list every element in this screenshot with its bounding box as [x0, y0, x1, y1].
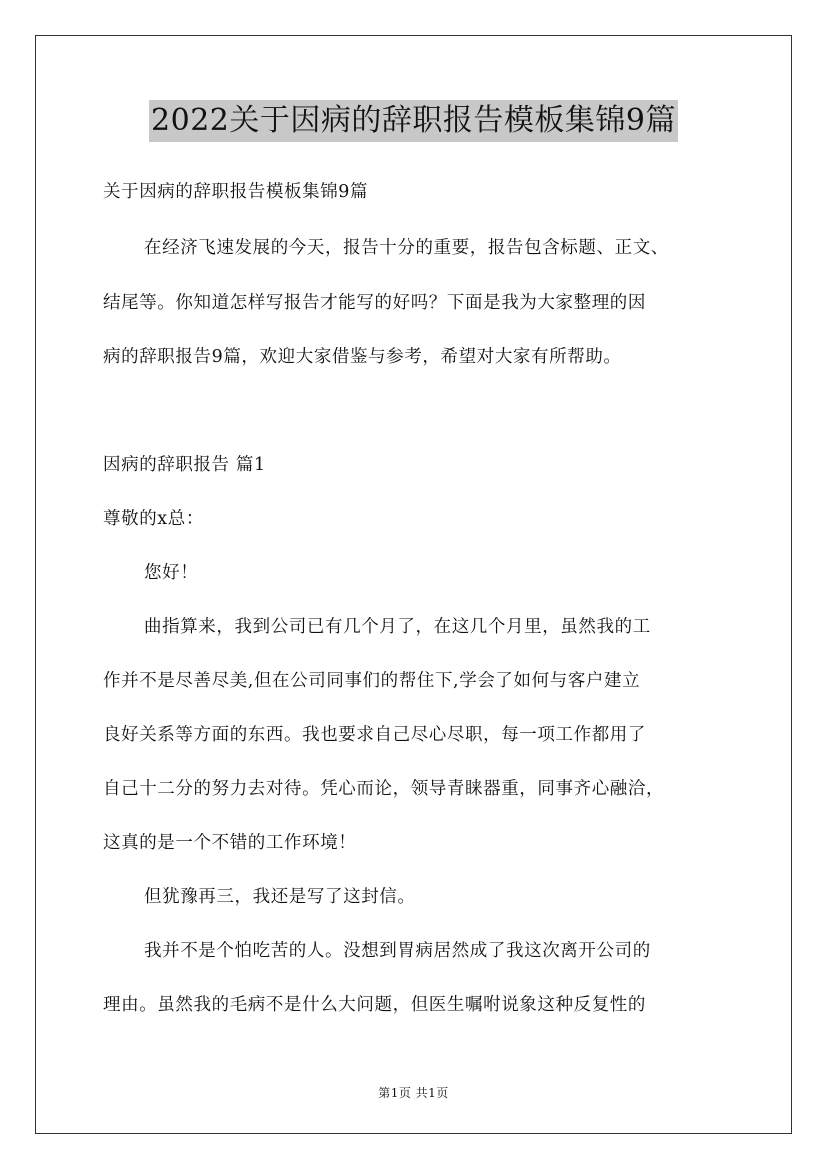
paragraph-line: 我并不是个怕吃苦的人。没想到胃病居然成了我这次离开公司的 [144, 941, 651, 961]
document-title: 2022关于因病的辞职报告模板集锦9篇 [149, 100, 678, 142]
paragraph-line: 自己十二分的努力去对待。凭心而论，领导青睐器重，同事齐心融洽， [103, 779, 665, 799]
paragraph-line: 良好关系等方面的东西。我也要求自己尽心尽职，每一项工作都用了 [103, 725, 646, 745]
paragraph-line: 曲指算来，我到公司已有几个月了，在这几个月里，虽然我的工 [144, 617, 651, 637]
paragraph-line: 结尾等。你知道怎样写报告才能写的好吗？下面是我为大家整理的因 [103, 293, 646, 313]
paragraph-line: 理由。虽然我的毛病不是什么大问题，但医生嘱咐说象这种反复性的 [103, 995, 646, 1015]
section-heading: 因病的辞职报告 篇1 [103, 455, 266, 475]
title-container [0, 100, 827, 142]
paragraph-line: 这真的是一个不错的工作环境！ [103, 833, 357, 853]
paragraph-line: 病的辞职报告9篇，欢迎大家借鉴与参考，希望对大家有所帮助。 [103, 347, 622, 367]
greeting-line: 您好！ [144, 563, 199, 583]
salutation-line: 尊敬的x总： [103, 509, 204, 529]
subtitle-line: 关于因病的辞职报告模板集锦9篇 [103, 182, 369, 202]
page-number-footer: 第1页 共1页 [378, 1086, 449, 1100]
paragraph-line: 但犹豫再三，我还是写了这封信。 [144, 887, 416, 907]
paragraph-line: 在经济飞速发展的今天，报告十分的重要，报告包含标题、正文、 [144, 238, 669, 258]
paragraph-line: 作并不是尽善尽美,但在公司同事们的帮住下,学会了如何与客户建立 [103, 671, 641, 691]
